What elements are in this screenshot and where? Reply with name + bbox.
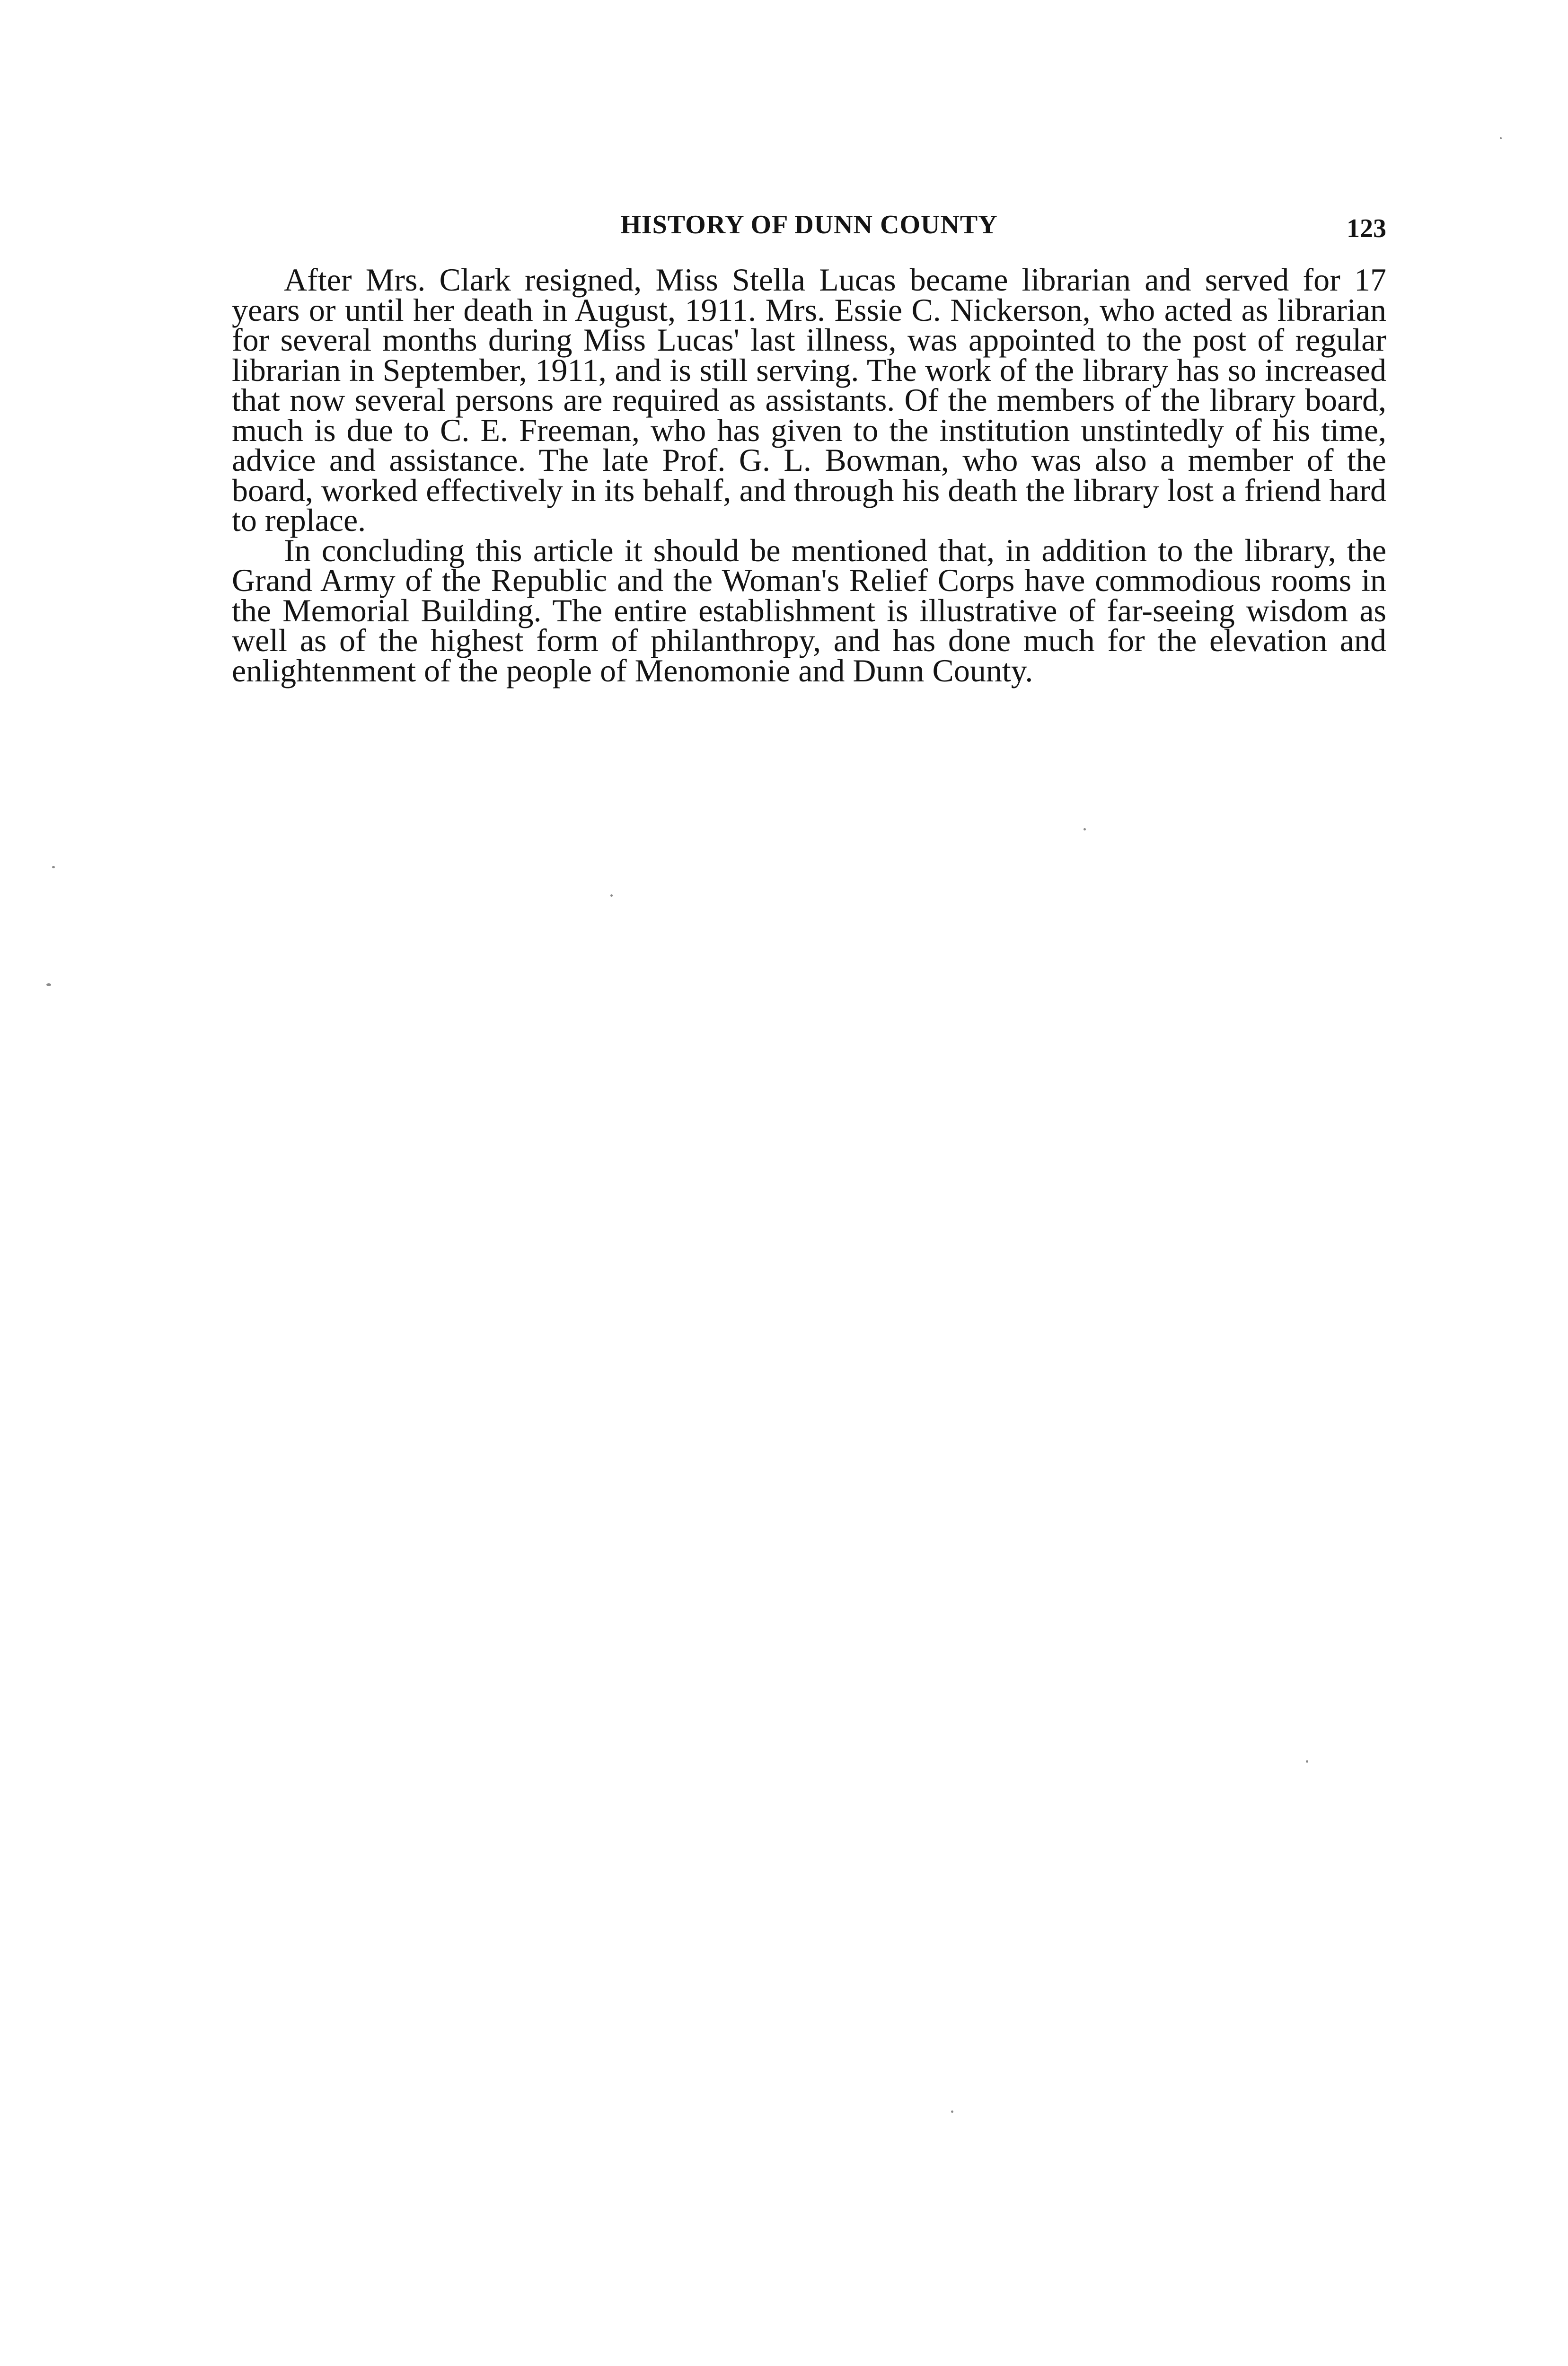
scan-speck	[52, 866, 55, 868]
running-head	[232, 206, 1386, 244]
scan-speck	[1084, 828, 1086, 830]
scan-speck	[1306, 1760, 1308, 1763]
page-number: 123	[1347, 214, 1386, 243]
body-text	[232, 262, 1386, 689]
running-title: HISTORY OF DUNN COUNTY	[620, 210, 998, 239]
scan-speck	[951, 2110, 953, 2113]
scan-speck	[1500, 137, 1502, 139]
scan-speck	[610, 894, 613, 897]
scan-speck	[46, 983, 51, 986]
paragraph-conclusion: In concluding this article it should be mentioned that, in addition to the library, the Grand Army of the Republic and the Woman's Relief Corps have commodious rooms in the Memorial Building. The entire establishment is illustrative of far-seeing wisdom as well as of the highest form of philanthropy, and has done much for the elevation and enlightenment of the people of Menomonie and Dunn County.	[232, 532, 1386, 689]
paragraph-library-staff: After Mrs. Clark resigned, Miss Stella Lucas became librarian and served for 17 years or until her death in August, 1911. Mrs. Essie C. Nickerson, who acted as librarian for several months during Miss Lucas' last illness, was appointed to the post of regular librarian in September, 1911, and is still serving. The work of the library has so increased that now several persons are required as assistants. Of the members of the library board, much is due to C. E. Freeman, who has given to the institution unstintedly of his time, advice and assistance. The late Prof. G. L. Bowman, who was also a member of the board, worked effectively in its behalf, and through his death the library lost a friend hard to replace.	[232, 262, 1386, 538]
